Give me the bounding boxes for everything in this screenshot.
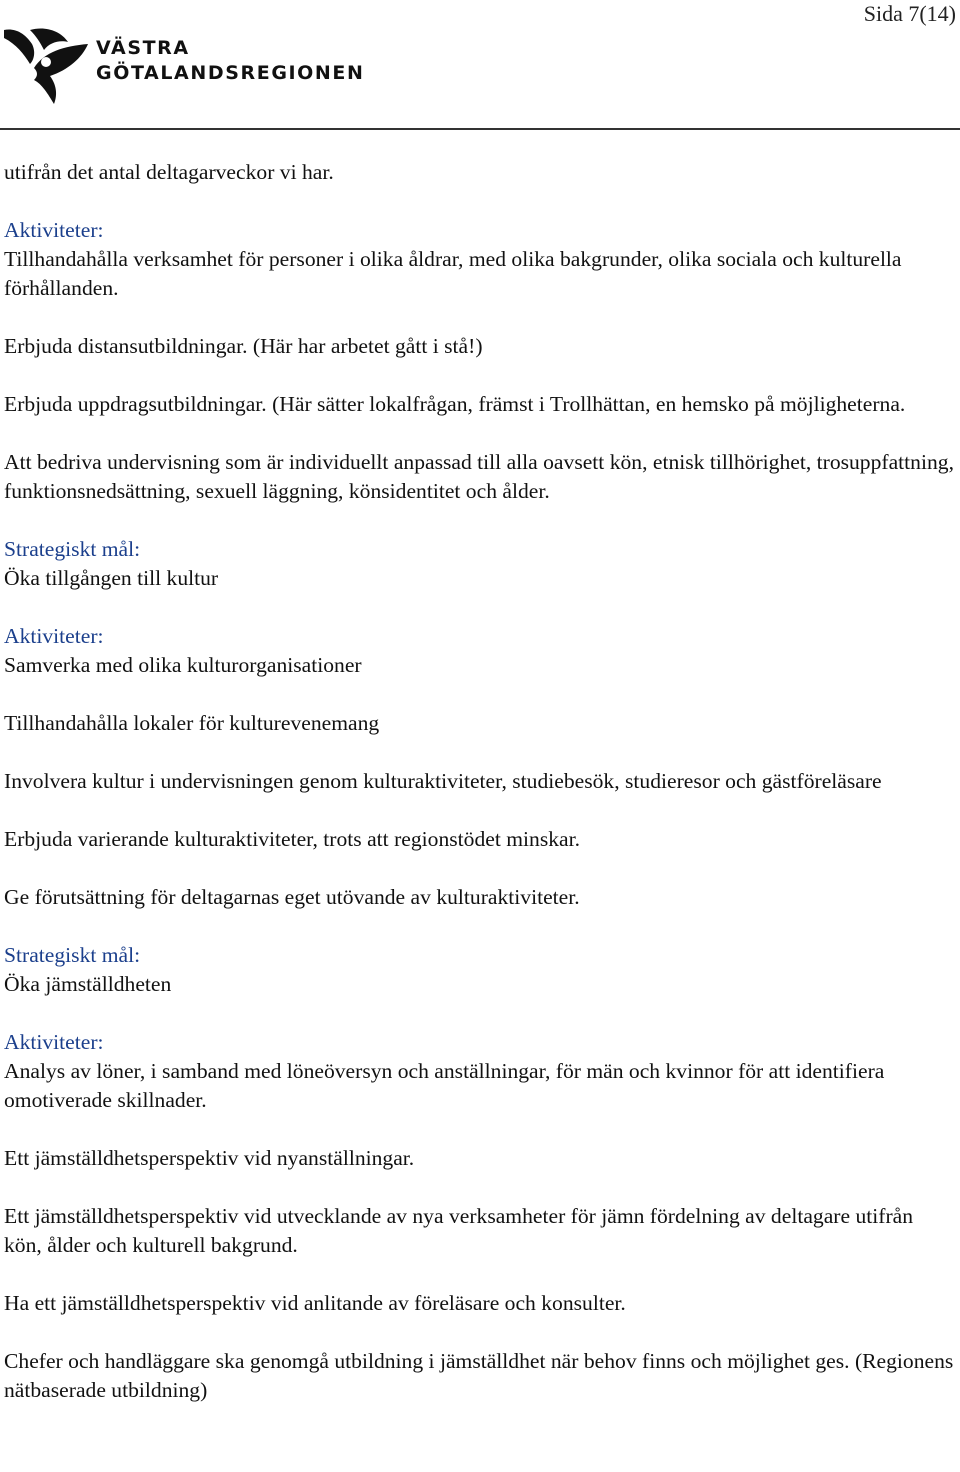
activity-item: Erbjuda distansutbildningar. (Här har arbetet gått i stå!) (4, 334, 483, 358)
vastra-gotalandsregionen-logo-icon (4, 24, 94, 108)
header-divider (0, 128, 960, 130)
document-body (4, 158, 954, 1405)
activities-heading-1: Aktiviteter: (4, 218, 104, 242)
activities-heading-3: Aktiviteter: (4, 1030, 104, 1054)
strategic-goal-heading-culture: Strategiskt mål: (4, 537, 141, 561)
organization-name-line2: GÖTALANDSREGIONEN (96, 62, 365, 84)
strategic-goal-text-equality: Öka jämställdheten (4, 972, 172, 996)
activity-item: Analys av löner, i samband med löneöversyn och anställningar, för män och kvinnor för att identifiera omotiverade skillnader. (4, 1059, 885, 1112)
activity-item: Erbjuda uppdragsutbildningar. (Här sätter lokalfrågan, främst i Trollhättan, en hemsko på möjligheterna. (4, 392, 906, 416)
strategic-goal-heading-equality: Strategiskt mål: (4, 943, 141, 967)
activity-item: Samverka med olika kulturorganisationer (4, 653, 362, 677)
strategic-goal-text-culture: Öka tillgången till kultur (4, 566, 219, 590)
activity-item: Tillhandahålla lokaler för kulturevenemang (4, 711, 380, 735)
activity-item: Chefer och handläggare ska genomgå utbildning i jämställdhet när behov finns och möjlighet ges. (Regionens nätbaserade utbildning) (4, 1349, 954, 1402)
activity-item: Ett jämställdhetsperspektiv vid utvecklande av nya verksamheter för jämn fördelning av deltagare utifrån kön, ålder och kulturell bakgrund. (4, 1204, 914, 1257)
page-header (0, 0, 960, 130)
organization-name (96, 36, 365, 86)
activity-item: Ha ett jämställdhetsperspektiv vid anlitande av föreläsare och konsulter. (4, 1291, 626, 1315)
organization-name-line1: VÄSTRA (96, 37, 190, 59)
intro-paragraph: utifrån det antal deltagarveckor vi har. (4, 160, 334, 184)
activity-item: Ge förutsättning för deltagarnas eget utövande av kulturaktiviteter. (4, 885, 580, 909)
activity-item: Ett jämställdhetsperspektiv vid nyanställningar. (4, 1146, 415, 1170)
activity-item: Tillhandahålla verksamhet för personer i olika åldrar, med olika bakgrunder, olika sociala och kulturella förhållanden. (4, 247, 902, 300)
activity-item: Erbjuda varierande kulturaktiviteter, trots att regionstödet minskar. (4, 827, 580, 851)
activity-item: Involvera kultur i undervisningen genom kulturaktiviteter, studiebesök, studieresor och gästföreläsare (4, 769, 882, 793)
activity-item: Att bedriva undervisning som är individuellt anpassad till alla oavsett kön, etnisk tillhörighet, trosuppfattning, funktionsnedsättning, sexuell läggning, könsidentitet och ålder. (4, 450, 954, 503)
activities-heading-2: Aktiviteter: (4, 624, 104, 648)
page-number: Sida 7(14) (863, 1, 956, 26)
